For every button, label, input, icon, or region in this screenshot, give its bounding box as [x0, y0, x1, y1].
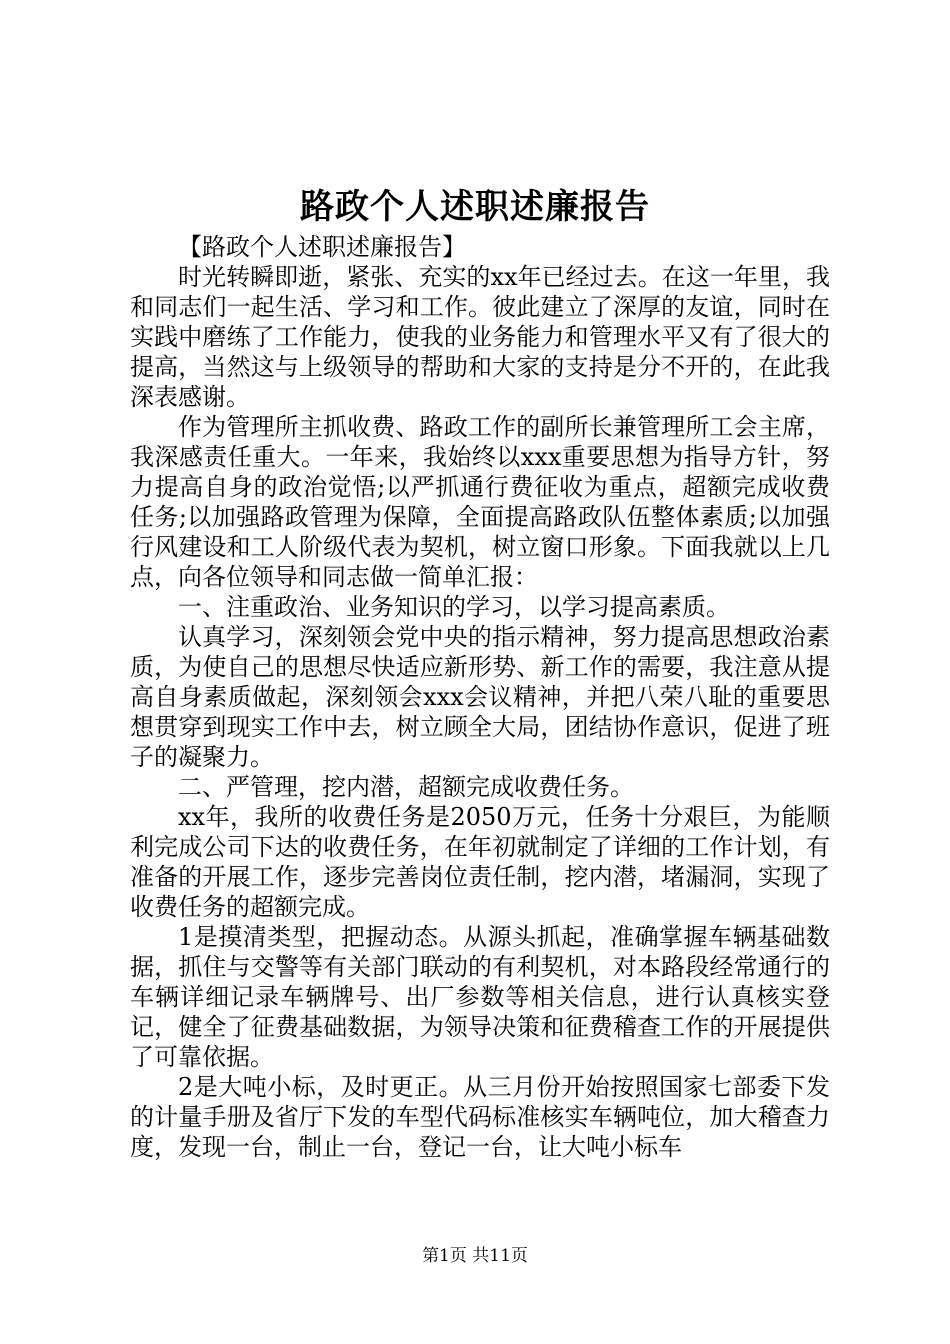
paragraph: 作为管理所主抓收费、路政工作的副所长兼管理所工会主席，我深感责任重大。一年来，我始终以xxx重要思想为指导方针，努力提高自身的政治觉悟;以严抓通行费征收为重点，超额完成收费任务;以加强路政管理为保障，全面提高路政队伍整体素质;以加强行风建设和工人阶级代表为契机，树立窗口形象。下面我就以上几点，向各位领导和同志做一简单汇报： [130, 413, 830, 591]
paragraph: xx年，我所的收费任务是2050万元，任务十分艰巨，为能顺利完成公司下达的收费任务，在年初就制定了详细的工作计划，有准备的开展工作，逐步完善岗位责任制，挖内潜，堵漏洞，实现了收费任务的超额完成。 [130, 803, 830, 921]
paragraph: 2是大吨小标，及时更正。从三月份开始按照国家七部委下发的计量手册及省厅下发的车型代码标准核实车辆吨位，加大稽查力度，发现一台，制止一台，登记一台，让大吨小标车 [130, 1073, 830, 1161]
paragraph: 认真学习，深刻领会党中央的指示精神，努力提高思想政治素质，为使自己的思想尽快适应新形势、新工作的需要，我注意从提高自身素质做起，深刻领会xxx会议精神，并把八荣八耻的重要思想贯穿到现实工作中去，树立顾全大局，团结协作意识，促进了班子的凝聚力。 [130, 623, 830, 771]
section-heading: 二、严管理，挖内潜，超额完成收费任务。 [178, 773, 634, 801]
page-footer: 第1页 共11页 [422, 1246, 528, 1266]
paragraph-heading-tag: 【路政个人述职述廉报告】 [178, 233, 466, 261]
document-body [130, 232, 830, 1162]
document-title: 路政个人述职述廉报告 [300, 187, 650, 227]
paragraph: 1是摸清类型，把握动态。从源头抓起，准确掌握车辆基础数据，抓住与交警等有关部门联动的有利契机，对本路段经常通行的车辆详细记录车辆牌号、出厂参数等相关信息，进行认真核实登记，健全了征费基础数据，为领导决策和征费稽查工作的开展提供了可靠依据。 [130, 923, 830, 1071]
paragraph: 时光转瞬即逝，紧张、充实的xx年已经过去。在这一年里，我和同志们一起生活、学习和工作。彼此建立了深厚的友谊，同时在实践中磨练了工作能力，使我的业务能力和管理水平又有了很大的提高，当然这与上级领导的帮助和大家的支持是分不开的，在此我深表感谢。 [130, 263, 830, 411]
section-heading: 一、注重政治、业务知识的学习，以学习提高素质。 [178, 593, 730, 621]
